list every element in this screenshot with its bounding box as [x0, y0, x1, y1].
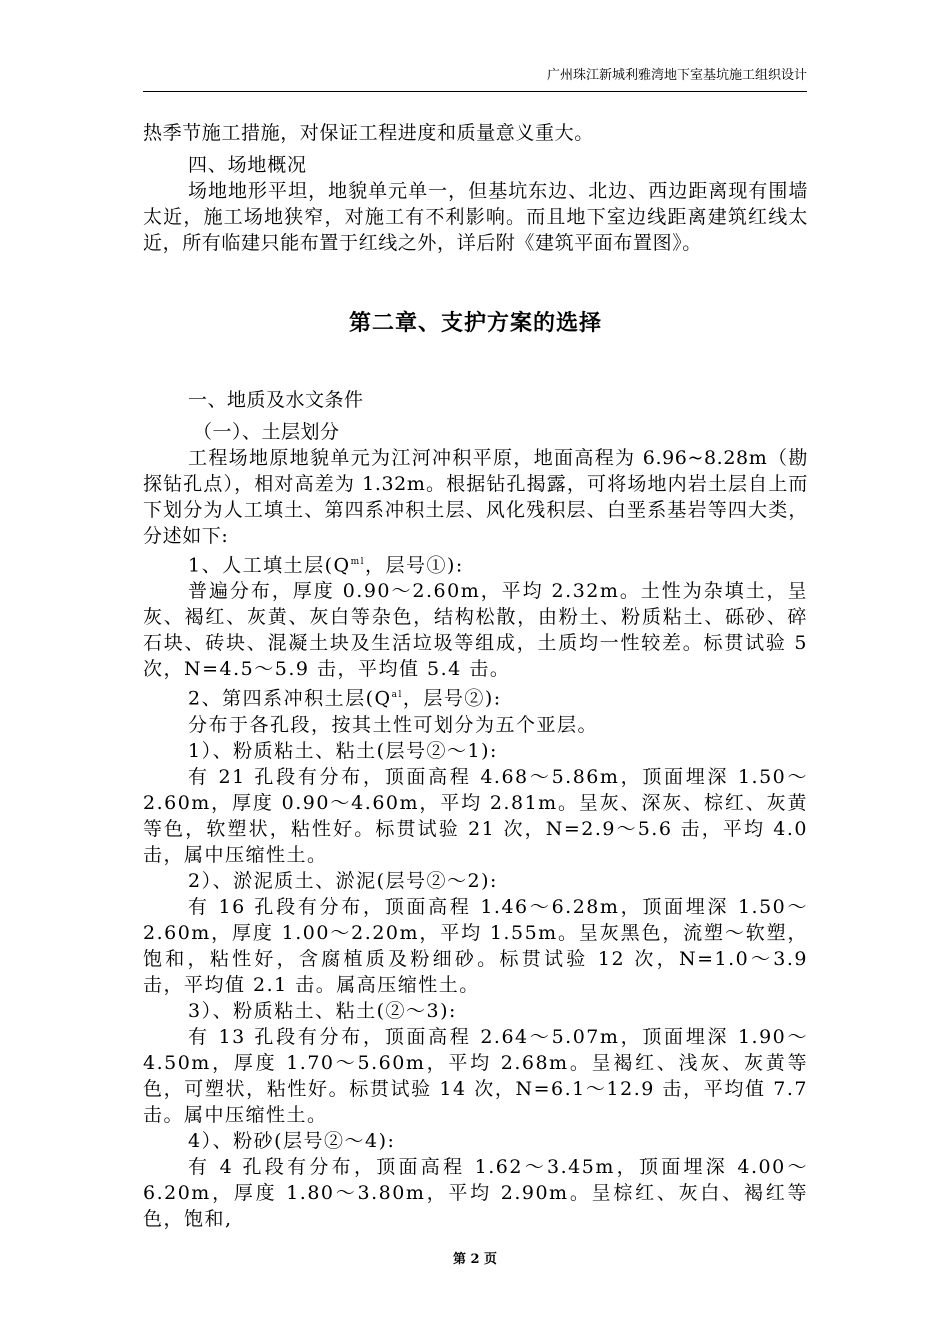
document-header-title: 广州珠江新城利雅湾地下室基坑施工组织设计: [546, 68, 807, 83]
paragraph-geology-intro: 工程场地原地貌单元为江河冲积平原，地面高程为 6.96~8.28m（勘探钻孔点），相对高差为 1.32m。根据钻孔揭露，可将场地内岩土层自上而下划分为人工填土、第四系冲积土层、风化残积层、白垩系基岩等四大类，分述如下:: [143, 447, 808, 547]
subsection-heading-soil-layers: （一）、土层划分: [193, 421, 340, 443]
paragraph-intro-tail: 热季节施工措施，对保证工程进度和质量意义重大。: [143, 122, 594, 144]
paragraph-sublayer1: 有 21 孔段有分布，顶面高程 4.68～5.86m，顶面埋深 1.50～2.60m，厚度 0.90～4.60m，平均 2.81m。呈灰、深灰、棕红、灰黄等色，软塑状，粘性好。标贯试验 21 次，N=2.9～5.6 击，平均 4.0 击，属中压缩性土。: [143, 765, 808, 866]
sublayer2-title: 2）、淤泥质土、淤泥(层号②～2):: [188, 869, 498, 892]
paragraph-layer2: 分布于各孔段，按其土性可划分为五个亚层。: [188, 713, 599, 736]
layer2-title: 2、第四系冲积土层($Q^{al}$，层号②):: [188, 687, 502, 710]
paragraph-site-overview: 场地地形平坦，地貌单元单一，但基坑东边、北边、西边距离现有围墙太近，施工场地狭窄，对施工有不利影响。而且地下室边线距离建筑红线太近，所有临建只能布置于红线之外，详后附《建筑平面布置图》。: [143, 180, 808, 254]
sublayer3-title: 3）、粉质粘土、粘土(②～3):: [188, 999, 457, 1022]
header-divider: [143, 91, 807, 92]
sublayer1-title: 1）、粉质粘土、粘土(层号②～1):: [188, 739, 498, 762]
heading-site-overview: 四、场地概况: [188, 154, 307, 176]
page-content: [143, 120, 808, 1232]
paragraph-sublayer2: 有 16 孔段有分布，顶面高程 1.46～6.28m，顶面埋深 1.50～2.60m，厚度 1.00～2.20m，平均 1.55m。呈灰黑色，流塑～软塑，饱和，粘性好，含腐植质及粉细砂。标贯试验 12 次，N=1.0～3.9 击，平均值 2.1 击。属高压缩性土。: [143, 895, 808, 996]
paragraph-layer1: 普遍分布，厚度 0.90～2.60m，平均 2.32m。土性为杂填土，呈灰、褐红、灰黄、灰白等杂色，结构松散，由粉土、粉质粘土、砾砂、碎石块、砖块、混凝土块及生活垃圾等组成，土质均一性较差。标贯试验 5 次，N=4.5～5.9 击，平均值 5.4 击。: [143, 580, 808, 681]
sublayer4-title: 4）、粉砂(层号②～4):: [188, 1129, 396, 1152]
paragraph-sublayer3: 有 13 孔段有分布，顶面高程 2.64～5.07m，顶面埋深 1.90～4.50m，厚度 1.70～5.60m，平均 2.68m。呈褐红、浅灰、灰黄等色，可塑状，粘性好。标贯试验 14 次，N=6.1～12.9 击，平均值 7.7 击。属中压缩性土。: [143, 1025, 808, 1126]
section-heading-geology: 一、地质及水文条件: [188, 389, 364, 411]
layer1-title: 1、人工填土层($Q^{ml}$，层号①):: [188, 554, 464, 577]
page-number: 第 2 页: [452, 1252, 498, 1267]
chapter-title: 第二章、支护方案的选择: [348, 311, 602, 336]
paragraph-sublayer4: 有 4 孔段有分布，顶面高程 1.62～3.45m，顶面埋深 4.00～6.20m，厚度 1.80～3.80m，平均 2.90m。呈棕红、灰白、褐红等色，饱和,: [143, 1155, 808, 1230]
